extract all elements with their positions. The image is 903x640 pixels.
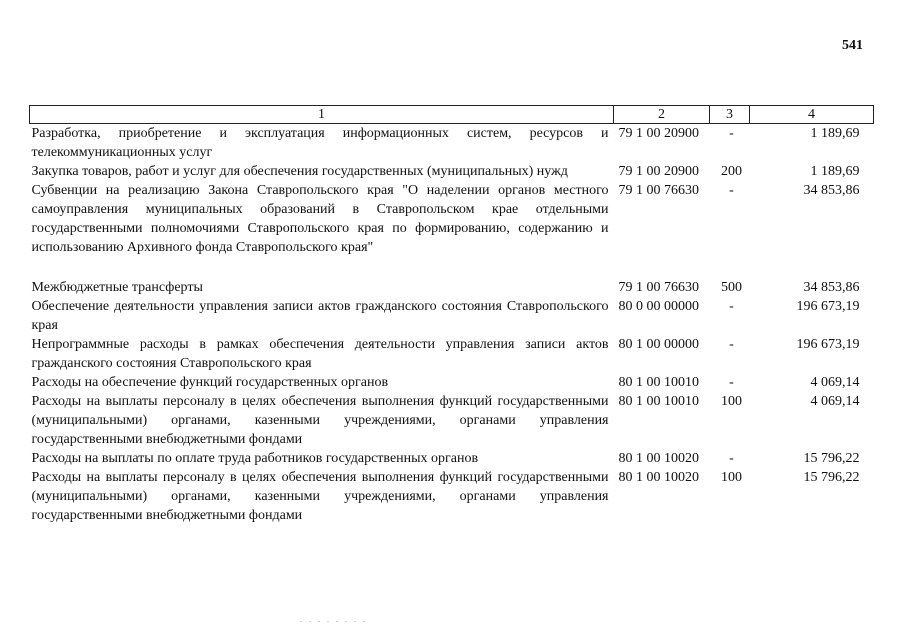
row-code: 80 1 00 00000 — [618, 337, 699, 352]
header-row — [30, 106, 874, 124]
table-row — [30, 162, 874, 181]
row-amount: 4 069,14 — [810, 394, 860, 409]
row-amount: 34 853,86 — [803, 183, 860, 198]
table-row — [30, 181, 874, 257]
row-type: - — [729, 375, 734, 390]
row-amount: 4 069,14 — [810, 375, 860, 390]
row-code: 80 1 00 10010 — [618, 375, 699, 390]
row-amount: 1 189,69 — [810, 126, 860, 141]
row-code: 80 0 00 00000 — [618, 299, 699, 314]
header-col-3: 3 — [710, 106, 750, 124]
row-code: 79 1 00 76630 — [618, 280, 699, 295]
header-col-1: 1 — [30, 106, 614, 124]
table-row — [30, 392, 874, 449]
row-type: - — [729, 183, 734, 198]
scan-artifact — [300, 621, 370, 622]
table-row — [30, 468, 874, 525]
row-type: - — [729, 299, 734, 314]
table-row — [30, 297, 874, 335]
spacer-cell — [30, 257, 874, 278]
row-type: 500 — [721, 280, 742, 295]
row-amount: 196 673,19 — [796, 337, 860, 352]
row-description: Разработка, приобретение и эксплуатация информационных систем, ресурсов и телекоммуникационных услуг — [31, 126, 609, 160]
row-code: 80 1 00 10020 — [618, 470, 699, 485]
row-description: Расходы на выплаты персоналу в целях обеспечения выполнения функций государственными (муниципальными) органами, казенными учреждениями, органами управления государственными внебюджетными фондами — [31, 394, 609, 447]
row-type: 100 — [721, 470, 742, 485]
page-number: 541 — [842, 38, 863, 53]
row-description: Закупка товаров, работ и услуг для обеспечения государственных (муниципальных) нужд — [31, 164, 568, 179]
table-row — [30, 373, 874, 392]
table-row — [30, 278, 874, 297]
table-row — [30, 449, 874, 468]
row-amount: 15 796,22 — [803, 470, 860, 485]
row-code: 80 1 00 10010 — [618, 394, 699, 409]
row-code: 80 1 00 10020 — [618, 451, 699, 466]
row-amount: 1 189,69 — [810, 164, 860, 179]
row-type: 100 — [721, 394, 742, 409]
row-description: Расходы на выплаты персоналу в целях обеспечения выполнения функций государственными (муниципальными) органами, казенными учреждениями, органами управления государственными внебюджетными фондами — [31, 470, 609, 523]
row-type: 200 — [721, 164, 742, 179]
row-amount: 196 673,19 — [796, 299, 860, 314]
row-description: Расходы на обеспечение функций государственных органов — [31, 375, 389, 390]
row-code: 79 1 00 20900 — [618, 164, 699, 179]
row-description: Межбюджетные трансферты — [31, 280, 203, 295]
row-code: 79 1 00 20900 — [618, 126, 699, 141]
table-row — [30, 335, 874, 373]
row-type: - — [729, 126, 734, 141]
table-body — [30, 124, 874, 526]
header-col-2: 2 — [614, 106, 710, 124]
row-description: Расходы на выплаты по оплате труда работников государственных органов — [31, 451, 479, 466]
row-spacer — [30, 257, 874, 278]
table-row — [30, 124, 874, 163]
row-type: - — [729, 337, 734, 352]
row-type: - — [729, 451, 734, 466]
row-description: Обеспечение деятельности управления записи актов гражданского состояния Ставропольского края — [31, 299, 609, 333]
row-description: Непрограммные расходы в рамках обеспечения деятельности управления записи актов гражданского состояния Ставропольского края — [31, 337, 609, 371]
table-header — [30, 106, 874, 124]
row-amount: 34 853,86 — [803, 280, 860, 295]
row-code: 79 1 00 76630 — [618, 183, 699, 198]
budget-table — [29, 105, 874, 525]
header-col-4: 4 — [750, 106, 874, 124]
row-amount: 15 796,22 — [803, 451, 860, 466]
row-description: Субвенции на реализацию Закона Ставропольского края "О наделении органов местного самоуправления муниципальных образований в Ставропольском крае отдельными государственными полномочиями Ставропольского края по формированию, содержанию и использованию Архивного фонда Ставропольского края" — [31, 183, 609, 255]
